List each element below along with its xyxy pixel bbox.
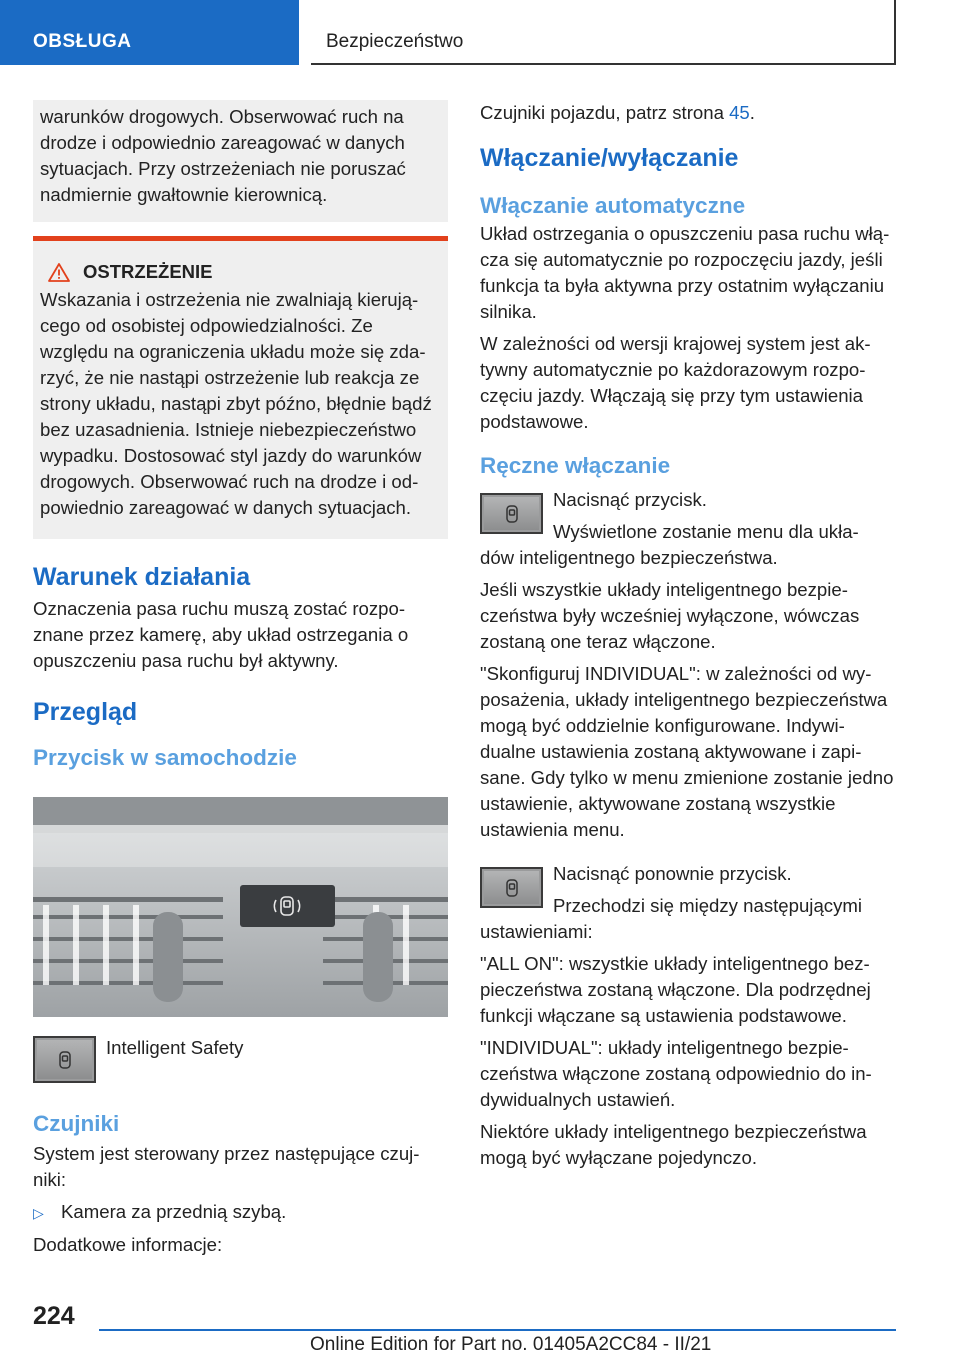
additional-info: Dodatkowe informacje:	[33, 1234, 223, 1255]
sensor-bullet	[33, 1199, 448, 1226]
manual-step-2	[480, 861, 898, 919]
manual-step-1	[480, 487, 898, 545]
sensors-text: System jest sterowany przez następujące czuj‐niki:	[33, 1143, 420, 1190]
dashboard-photo	[33, 797, 448, 1017]
press-button-text: Nacisnąć przycisk.	[553, 489, 707, 510]
individual-paragraph: "INDIVIDUAL": układy inteligentnego bezpie‐czeństwa włączone zostaną odpowiednio do in‐dywidualnych ustawień.	[480, 1037, 872, 1110]
heading-manual: Ręczne włączanie	[480, 453, 671, 478]
sensors-reference	[480, 100, 898, 126]
sensor-bullet-text: Kamera za przednią szybą.	[61, 1201, 287, 1222]
warning-triangle-icon	[48, 263, 70, 282]
all-on-paragraph: "ALL ON": wszystkie układy inteligentnego bez‐pieczeństwa zostaną włączone. Dla podrzędnej funkcji włączane są ustawienia podstawowe.	[480, 953, 871, 1026]
some-off-paragraph: Niektóre układy inteligentnego bezpieczeństwa mogą być wyłączane pojedynczo.	[480, 1121, 867, 1168]
car-sensor-icon	[501, 504, 523, 524]
left-column	[33, 100, 448, 1264]
button-legend	[33, 1034, 448, 1083]
heading-overview: Przegląd	[33, 698, 138, 726]
condition-text: Oznaczenia pasa ruchu muszą zostać rozpo‐znane przez kamerę, aby układ ostrzegania o opuszczeniu pasa ruchu był aktywny.	[33, 598, 409, 671]
switch-line-2: ustawieniami:	[480, 921, 593, 942]
manual-paragraph-2: "Skonfiguruj INDIVIDUAL": w zależności od wy‐posażenia, układy inteligentnego bezpieczeństwa mogą być oddzielnie konfigurowane. Indywi‐dualne ustawienia zostaną aktywowane i zapi‐sane. Gdy tylko w menu zmienione zostanie jedno ustawienie, aktywowane zostaną wszystkie ustawienia menu.	[480, 663, 894, 840]
switch-line-1: Przechodzi się między następującymi	[553, 895, 862, 916]
auto-paragraph-2: W zależności od wersji krajowej system jest ak‐tywny automatycznie po każdorazowym rozpo‐częciu jazdy. Włączają się przy tym ustawienia podstawowe.	[480, 333, 871, 432]
menu-shown-line-2: dów inteligentnego bezpieczeństwa.	[480, 547, 778, 568]
heading-button: Przycisk w samochodzie	[33, 745, 297, 770]
intelligent-safety-button-icon	[480, 493, 543, 534]
button-label: Intelligent Safety	[106, 1037, 244, 1058]
heading-auto: Włączanie automatyczne	[480, 193, 746, 218]
warning-box	[33, 236, 448, 539]
warning-title: OSTRZEŻENIE	[83, 261, 213, 282]
menu-shown-line-1: Wyświetlone zostanie menu dla ukła‐	[553, 521, 859, 542]
heading-sensors: Czujniki	[33, 1111, 120, 1136]
press-again-text: Nacisnąć ponownie przycisk.	[553, 863, 792, 884]
heading-onoff: Włączanie/wyłączanie	[480, 144, 739, 172]
section-tab: OBSŁUGA	[0, 0, 299, 65]
warning-text: Wskazania i ostrzeżenia nie zwalniają kierują‐cego od osobistej odpowiedzialności. Ze względu na ograniczenia układu może się zda‐rzyć, że nie nastąpi ostrzeżenie lub reakcja ze strony układu, nastąpi zbyt późno, błędnie bądź bez uzasadnienia. Istnieje niebezpieczeństwo wypadku. Dostosować styl jazdy do warunków drogowych. Obserwować ruch na drodze i od‐powiednio zareagować w danych sytuacjach.	[40, 289, 432, 518]
intelligent-safety-button-icon	[480, 867, 543, 908]
continued-note	[33, 100, 448, 222]
page-number: 224	[33, 1302, 75, 1330]
dashboard-illustration	[33, 797, 448, 1017]
continued-text: warunków drogowych. Obserwować ruch na drodze i odpowiednio zareagować w danych sytuacjach. Przy ostrzeżeniach nie poruszać nadmiernie gwałtownie kierownicą.	[40, 106, 406, 205]
heading-condition: Warunek działania	[33, 563, 251, 591]
intelligent-safety-button-icon	[33, 1036, 96, 1083]
car-sensor-icon	[501, 878, 523, 898]
car-sensor-icon	[54, 1050, 76, 1070]
footer-rule	[99, 1329, 896, 1331]
chapter-title: Bezpieczeństwo	[311, 0, 896, 65]
manual-paragraph-1: Jeśli wszystkie układy inteligentnego bezpie‐czeństwa były wcześniej wyłączone, wówczas zostaną one teraz włączone.	[480, 579, 860, 652]
warning-heading	[40, 261, 438, 283]
page-link-45[interactable]: 45	[729, 102, 750, 123]
sensors-ref-suffix: .	[749, 102, 755, 123]
bullet-triangle-icon: ▷	[33, 1205, 44, 1221]
edition-text: Online Edition for Part no. 01405A2CC84 - II/21	[310, 1334, 712, 1355]
right-column	[480, 100, 898, 1177]
sensors-ref-prefix: Czujniki pojazdu, patrz strona	[480, 102, 730, 123]
auto-paragraph-1: Układ ostrzegania o opuszczeniu pasa ruchu włą‐cza się automatycznie po rozpoczęciu jazdy, jeśli funkcja ta była aktywna przy ostatnim wyłączaniu silnika.	[480, 223, 890, 322]
